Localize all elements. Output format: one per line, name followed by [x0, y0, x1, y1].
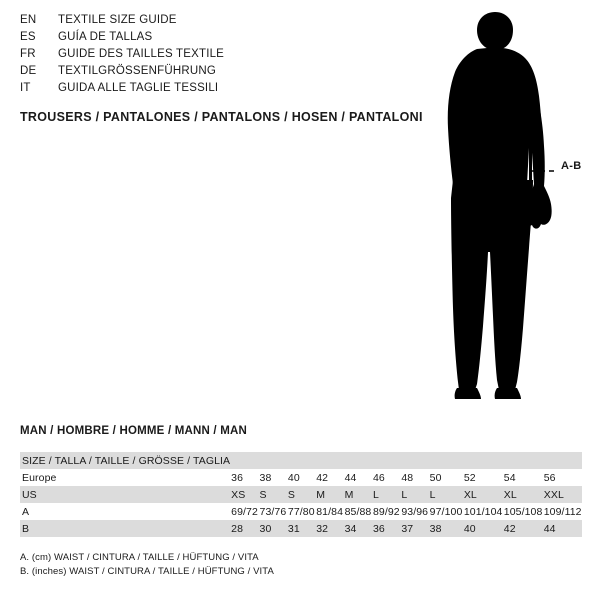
row-label: Europe — [20, 469, 230, 486]
table-row — [20, 486, 582, 503]
table-row — [20, 503, 582, 520]
measure-label-ab: A-B — [561, 160, 582, 172]
table-cell: 73/76 — [259, 503, 287, 520]
header-cell — [503, 452, 543, 469]
table-cell: 81/84 — [315, 503, 343, 520]
header-cell — [344, 452, 372, 469]
table-section-title: MAN / HOMBRE / HOMME / MANN / MAN — [20, 425, 248, 437]
table-cell: 105/108 — [503, 503, 543, 520]
language-row — [20, 65, 420, 82]
language-row — [20, 48, 420, 65]
table-cell: 109/112 — [543, 503, 582, 520]
table-cell: 40 — [463, 520, 503, 537]
table-cell: XL — [503, 486, 543, 503]
table-cell: 56 — [543, 469, 582, 486]
table-cell: 42 — [503, 520, 543, 537]
header-cell — [372, 452, 400, 469]
language-title: GUIDA ALLE TAGLIE TESSILI — [58, 82, 219, 94]
table-cell: L — [400, 486, 428, 503]
language-title: TEXTILE SIZE GUIDE — [58, 14, 177, 26]
language-code: IT — [20, 82, 31, 94]
table-cell: 89/92 — [372, 503, 400, 520]
header-cell — [429, 452, 463, 469]
table-cell: S — [287, 486, 315, 503]
language-code: ES — [20, 31, 36, 43]
note-b: B. (inches) WAIST / CINTURA / TAILLE / HÜFTUNG / VITA — [20, 566, 274, 577]
table-cell: 40 — [287, 469, 315, 486]
table-cell: 85/88 — [344, 503, 372, 520]
table-cell: 101/104 — [463, 503, 503, 520]
table-cell: XXL — [543, 486, 582, 503]
table-cell: 34 — [344, 520, 372, 537]
table-cell: 50 — [429, 469, 463, 486]
table-cell: 30 — [259, 520, 287, 537]
language-code: FR — [20, 48, 36, 60]
figure-illustration — [415, 8, 595, 408]
table-cell: 46 — [372, 469, 400, 486]
header-cell — [463, 452, 503, 469]
language-title: GUÍA DE TALLAS — [58, 31, 153, 43]
table-cell: 36 — [230, 469, 258, 486]
row-label: B — [20, 520, 230, 537]
table-cell: 44 — [543, 520, 582, 537]
table-cell: 42 — [315, 469, 343, 486]
language-row — [20, 82, 420, 99]
row-label: A — [20, 503, 230, 520]
table-cell: 93/96 — [400, 503, 428, 520]
header-cell — [230, 452, 258, 469]
language-title: GUIDE DES TAILLES TEXTILE — [58, 48, 225, 60]
table-cell: 48 — [400, 469, 428, 486]
language-title: TEXTILGRÖSSENFÜHRUNG — [58, 65, 216, 77]
table-cell: 54 — [503, 469, 543, 486]
table-cell: L — [372, 486, 400, 503]
row-label: SIZE / TALLA / TAILLE / GRÖSSE / TAGLIA — [20, 452, 230, 469]
header-cell — [543, 452, 582, 469]
table-cell: L — [429, 486, 463, 503]
table-cell: 97/100 — [429, 503, 463, 520]
language-row — [20, 31, 420, 48]
header-cell — [287, 452, 315, 469]
table-cell: S — [259, 486, 287, 503]
table-cell: 38 — [429, 520, 463, 537]
header-cell — [315, 452, 343, 469]
language-code: DE — [20, 65, 37, 77]
table-cell: XL — [463, 486, 503, 503]
note-a: A. (cm) WAIST / CINTURA / TAILLE / HÜFTUNG / VITA — [20, 552, 259, 563]
table-row — [20, 520, 582, 537]
table-cell: 36 — [372, 520, 400, 537]
table-cell: 32 — [315, 520, 343, 537]
garment-type-title: TROUSERS / PANTALONES / PANTALONS / HOSEN / PANTALONI — [20, 110, 423, 124]
table-cell: 52 — [463, 469, 503, 486]
language-code: EN — [20, 14, 37, 26]
table-cell: M — [315, 486, 343, 503]
size-chart-table — [20, 452, 582, 537]
language-row — [20, 14, 420, 31]
table-cell: 31 — [287, 520, 315, 537]
table-cell: 69/72 — [230, 503, 258, 520]
table-header-row — [20, 452, 582, 469]
table-cell: 44 — [344, 469, 372, 486]
table-cell: XS — [230, 486, 258, 503]
table-cell: M — [344, 486, 372, 503]
header-cell — [259, 452, 287, 469]
header-cell — [400, 452, 428, 469]
language-header-block — [20, 14, 420, 99]
table-cell: 28 — [230, 520, 258, 537]
row-label: US — [20, 486, 230, 503]
measurement-notes — [20, 551, 274, 579]
male-silhouette-icon — [415, 8, 595, 408]
table-cell: 38 — [259, 469, 287, 486]
table-row — [20, 469, 582, 486]
table-cell: 37 — [400, 520, 428, 537]
table-cell: 77/80 — [287, 503, 315, 520]
